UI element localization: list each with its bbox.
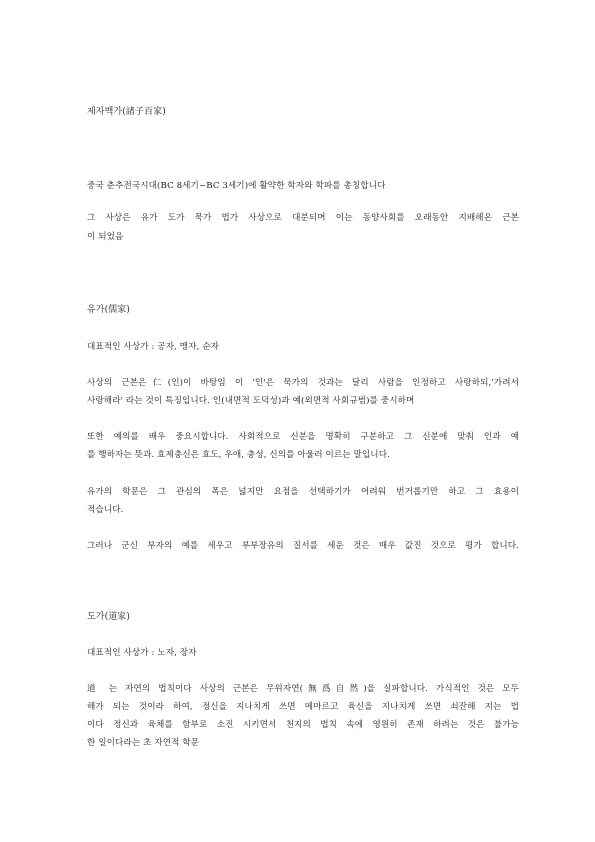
- intro-line-1: 중국 춘추전국시대(BC 8세기~BC 3세기)에 활약한 학자와 학파를 총칭합니다: [87, 181, 386, 191]
- intro-line-2: 그 사상은 유가 도가 묵가 법가 사상으로 대분되며 이는 동양사회를 오래동안 지배해온 근본: [87, 213, 519, 223]
- intro-line-3: 이 되었음: [87, 232, 124, 242]
- confucian-representatives: 대표적인 사상가 : 공자, 맹자, 순자: [87, 342, 220, 352]
- section-heading-taoist: 도가(道家): [87, 612, 131, 622]
- confucian-paragraph-1-line-2: 사랑해라' 라는 것이 특징입니다. 인(내면적 도덕성)과 예(외면적 사회규범)를 중시하며: [87, 396, 415, 406]
- taoist-paragraph-line-1: 道 는 자연의 법칙이다 사상의 근본은 무위자연(無爲自然)을 실파합니다. 가식적인 것은 모두: [87, 684, 519, 694]
- document-title: 제자백가(諸子百家): [87, 107, 166, 117]
- taoist-paragraph-line-4: 한 일이다라는 초 자연적 학문: [87, 738, 200, 748]
- confucian-paragraph-1-line-1: 사상의 근본은仁(인)이 바탕임 이 '인'은 묵가의 것과는 달리 사람을 인정하고 사랑하되,'가려서: [87, 378, 519, 388]
- section-heading-confucian: 유가(儒家): [87, 305, 131, 315]
- taoist-paragraph-line-3: 이다 정신과 육체를 함부로 소진 시키면서 천지의 법칙 속에 영원히 존재 하려는 것은 불가능: [87, 720, 519, 730]
- confucian-paragraph-2-line-2: 를 행하자는 뜻과. 효제충신은 효도, 우애, 충성, 신의를 아울러 이르는 말입니다.: [87, 450, 390, 460]
- confucian-paragraph-4: 그러나 군신 부자의 예를 세우고 부부장유의 질서를 세운 것은 매우 값진 것으로 평가 합니다.: [87, 541, 519, 551]
- confucian-paragraph-3-line-2: 적습니다.: [87, 505, 124, 515]
- taoist-representatives: 대표적인 사상가 : 노자, 장자: [87, 648, 197, 658]
- confucian-paragraph-2-line-1: 또한 예의를 배우 중요시합니다. 사회적으로 신분을 명확히 구분하고 그 신분에 맞춰 인과 예: [87, 432, 519, 442]
- taoist-paragraph-line-2: 해가 되는 것이라 하여, 정신을 지나치게 쓰면 메마르고 육신을 지나치게 쓰면 쇠잔해 지는 법: [87, 702, 519, 712]
- confucian-paragraph-3-line-1: 유가의 학문은 그 관심의 폭은 넓지만 요점을 선택하기가 어려워 번거롭기만 하고 그 효용이: [87, 487, 519, 497]
